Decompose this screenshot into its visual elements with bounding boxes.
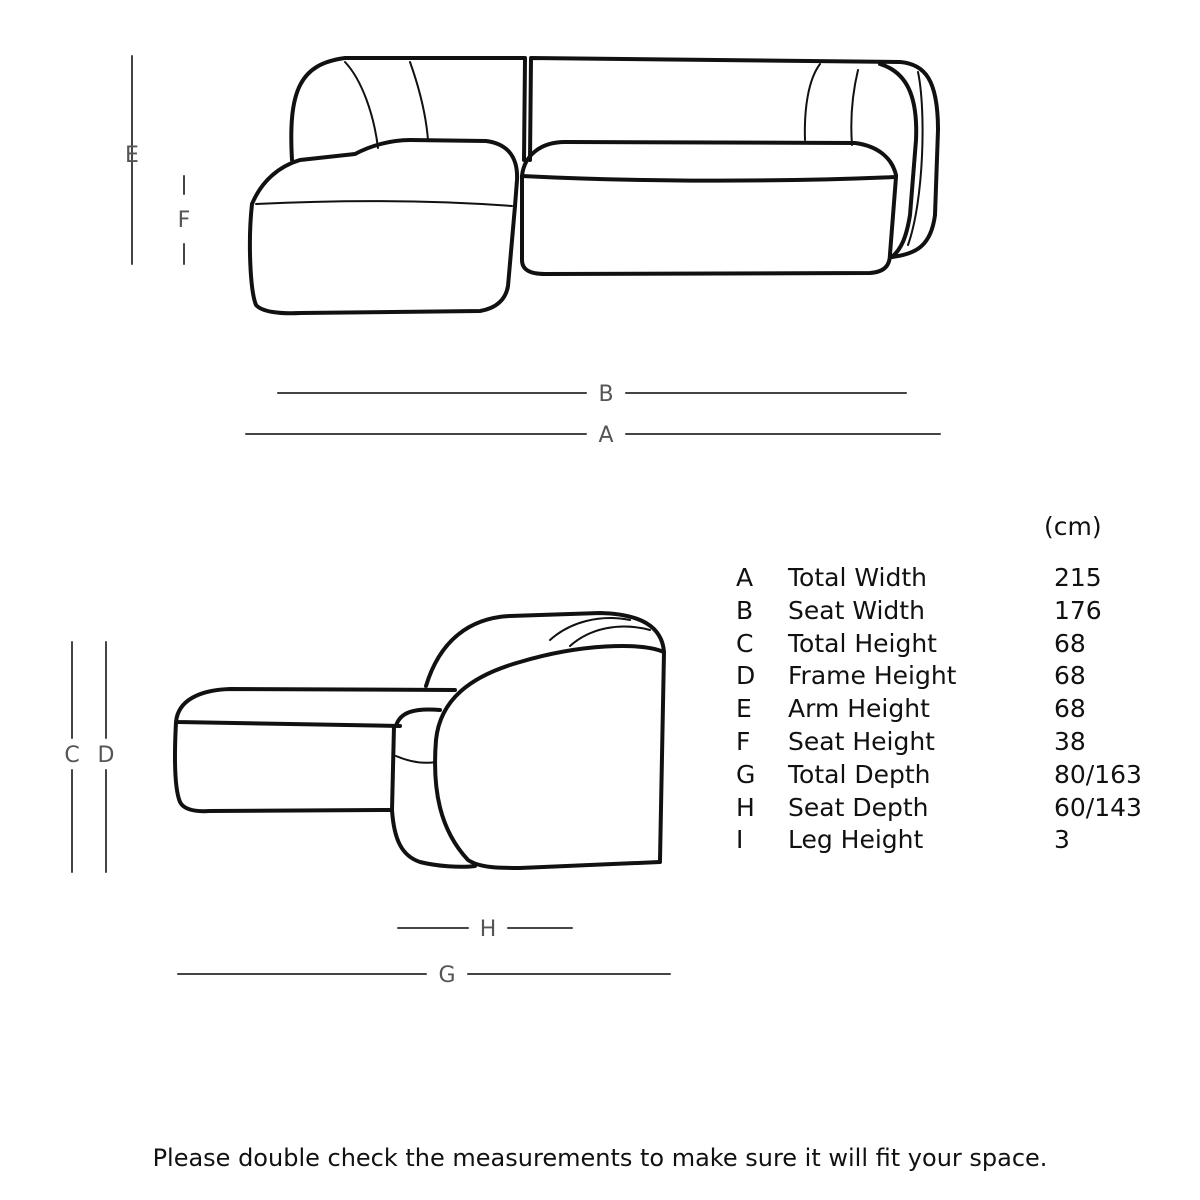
row-letter: B xyxy=(736,595,754,625)
row-value: 215 xyxy=(1054,563,1102,592)
row-label: Seat Height xyxy=(788,726,935,756)
front-view xyxy=(125,56,940,448)
table-row xyxy=(736,792,1154,825)
table-row xyxy=(736,628,1154,661)
front-left-arm-seam xyxy=(345,62,428,148)
table-row xyxy=(736,660,1154,693)
row-letter: H xyxy=(736,792,755,822)
label-h: H xyxy=(479,917,497,942)
row-letter: D xyxy=(736,661,756,691)
front-right-arm xyxy=(880,64,916,257)
row-label: Total Depth xyxy=(788,759,931,789)
label-c: C xyxy=(64,743,80,768)
footer-note: Please double check the measurements to make sure it will fit your space. xyxy=(152,1144,1048,1172)
row-value: 68 xyxy=(1054,694,1086,724)
side-chaise xyxy=(175,689,455,811)
row-value: 68 xyxy=(1054,661,1086,691)
row-value: 38 xyxy=(1054,726,1086,756)
front-backrest xyxy=(291,58,938,257)
row-label: Leg Height xyxy=(788,825,924,855)
front-seat-base xyxy=(522,176,896,274)
label-e: E xyxy=(125,143,139,168)
front-chaise-base xyxy=(250,204,515,313)
row-value: 68 xyxy=(1054,628,1086,658)
row-value: 3 xyxy=(1054,825,1070,855)
row-value: 176 xyxy=(1054,595,1102,625)
row-label: Total Width xyxy=(788,563,927,592)
table-row xyxy=(736,824,1154,857)
row-label: Frame Height xyxy=(788,661,957,691)
side-back-seam xyxy=(550,618,650,646)
row-value: 60/143 xyxy=(1054,792,1142,822)
table-row xyxy=(736,562,1154,595)
table-row xyxy=(736,693,1154,726)
side-seat xyxy=(392,710,475,867)
row-label: Seat Width xyxy=(788,595,925,625)
unit-label: (cm) xyxy=(1044,512,1102,541)
row-label: Arm Height xyxy=(788,694,930,724)
front-right-arm-seam xyxy=(805,64,923,245)
label-d: D xyxy=(97,743,115,768)
row-letter: F xyxy=(736,726,751,756)
row-letter: E xyxy=(736,694,752,724)
row-label: Total Height xyxy=(788,628,937,658)
label-f: F xyxy=(177,208,191,233)
measurements-table xyxy=(736,562,1154,857)
label-g: G xyxy=(438,963,456,988)
table-row xyxy=(736,759,1154,792)
front-chaise-front-edge xyxy=(256,201,512,206)
side-back xyxy=(426,613,664,860)
row-letter: A xyxy=(736,563,754,592)
side-arm xyxy=(435,646,664,868)
table-row xyxy=(736,595,1154,628)
label-a: A xyxy=(598,423,614,448)
table-row xyxy=(736,726,1154,759)
row-letter: G xyxy=(736,759,756,789)
row-letter: C xyxy=(736,628,754,658)
side-view xyxy=(64,613,670,988)
side-seat-edge xyxy=(396,756,436,763)
front-seat-cushion xyxy=(522,142,896,181)
row-label: Seat Depth xyxy=(788,792,929,822)
row-value: 80/163 xyxy=(1054,759,1142,789)
row-letter: I xyxy=(736,825,744,855)
label-b: B xyxy=(598,382,614,407)
